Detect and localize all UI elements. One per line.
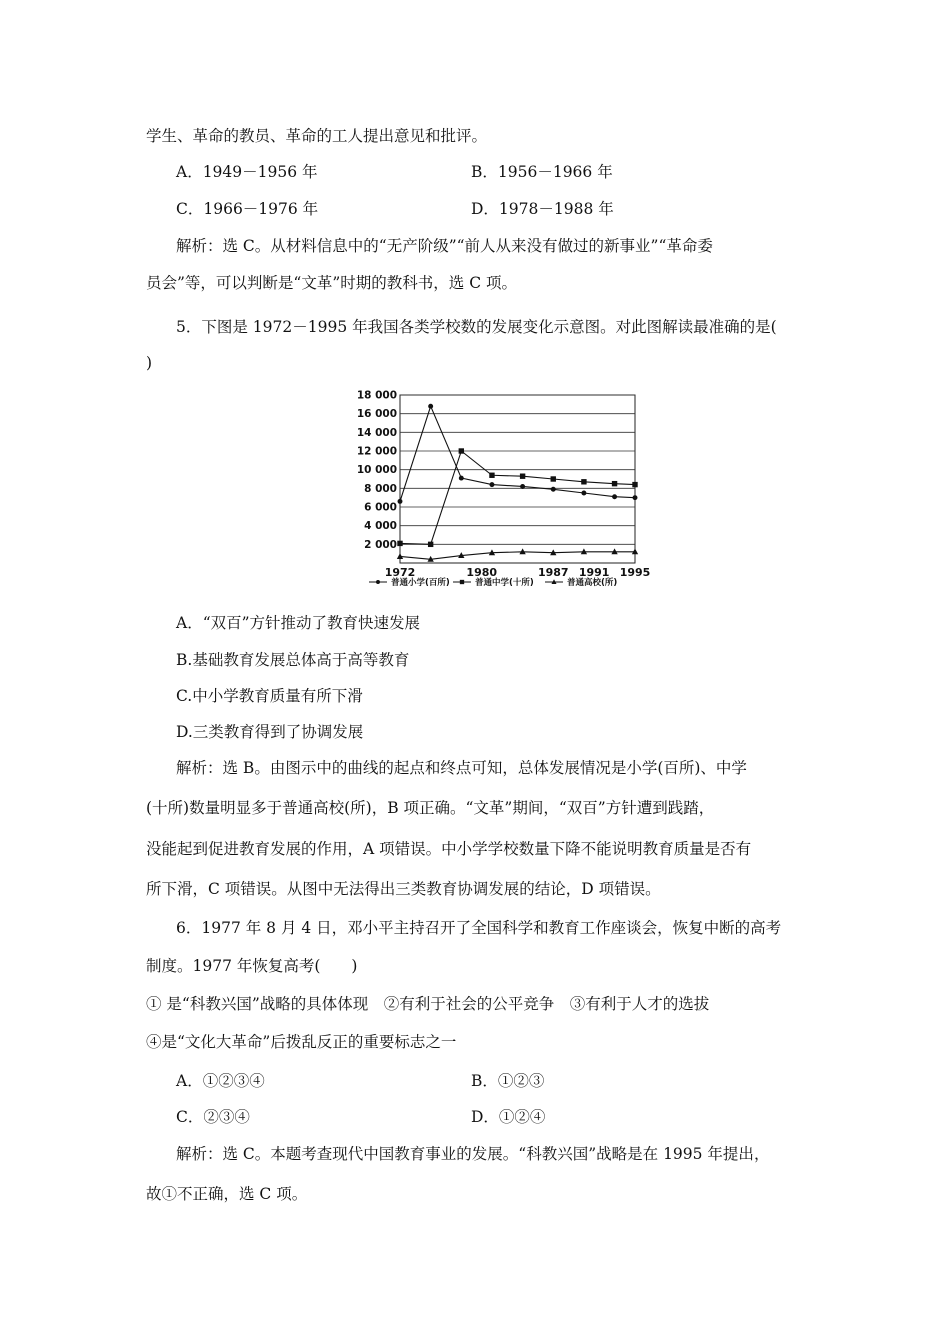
y-tick-label: 6 000 bbox=[364, 501, 397, 514]
x-tick-label: 1987 bbox=[537, 566, 569, 579]
q6-stem-line: 制度。1977 年恢复高考( ) bbox=[146, 957, 358, 975]
data-point bbox=[632, 482, 637, 487]
y-tick-label: 10 000 bbox=[356, 464, 397, 477]
legend-marker bbox=[376, 580, 380, 584]
data-point bbox=[581, 479, 586, 484]
y-tick-label: 18 000 bbox=[356, 389, 397, 402]
q4-analysis-line: 解析：选 C。从材料信息中的“无产阶级”“前人从来没有做过的新事业”“革命委 bbox=[176, 237, 713, 255]
data-point bbox=[612, 494, 617, 499]
q6-option-a: A．①②③④ bbox=[176, 1072, 265, 1090]
q4-option-a: A．1949－1956 年 bbox=[176, 163, 318, 181]
data-point bbox=[397, 553, 403, 559]
series-line-2 bbox=[400, 552, 635, 559]
data-point bbox=[459, 448, 464, 453]
q5-analysis-line: 所下滑，C 项错误。从图中无法得出三类教育协调发展的结论，D 项错误。 bbox=[146, 880, 661, 898]
data-point bbox=[612, 481, 617, 486]
q4-option-c: C．1966－1976 年 bbox=[176, 200, 319, 218]
data-point bbox=[520, 484, 525, 489]
q6-items-line: ① 是“科教兴国”战略的具体体现 ②有利于社会的公平竞争 ③有利于人才的选拔 bbox=[146, 995, 710, 1013]
series-line-1 bbox=[400, 451, 635, 544]
data-point bbox=[489, 482, 494, 487]
y-tick-label: 4 000 bbox=[364, 520, 397, 533]
data-point bbox=[633, 495, 638, 500]
y-tick-label: 12 000 bbox=[356, 445, 397, 458]
q6-stem-line: 6．1977 年 8 月 4 日，邓小平主持召开了全国科学和教育工作座谈会，恢复中断的高考 bbox=[176, 919, 782, 937]
x-tick-label: 1991 bbox=[578, 566, 610, 579]
plot-frame bbox=[400, 395, 635, 563]
x-tick-label: 1980 bbox=[466, 566, 498, 579]
data-point bbox=[398, 499, 403, 504]
data-point bbox=[520, 474, 525, 479]
legend-marker bbox=[460, 580, 464, 584]
q6-option-d: D．①②④ bbox=[471, 1108, 546, 1126]
data-point bbox=[428, 542, 433, 547]
y-tick-label: 2 000 bbox=[364, 538, 397, 551]
y-tick-label: 14 000 bbox=[356, 426, 397, 439]
data-point bbox=[489, 473, 494, 478]
q5-analysis-line: (十所)数量明显多于普通高校(所)，B 项正确。“文革”期间，“双百”方针遭到践踏， bbox=[146, 799, 715, 817]
data-point bbox=[428, 404, 433, 409]
data-point bbox=[397, 541, 402, 546]
text-line: 学生、革命的教员、革命的工人提出意见和批评。 bbox=[146, 127, 488, 145]
q6-items-line: ④是“文化大革命”后拨乱反正的重要标志之一 bbox=[146, 1033, 457, 1051]
q5-analysis-line: 解析：选 B。由图示中的曲线的起点和终点可知，总体发展情况是小学(百所)、中学 bbox=[176, 759, 747, 777]
x-tick-label: 1972 bbox=[384, 566, 416, 579]
legend-label: 普通小学(百所) bbox=[391, 578, 450, 588]
q4-analysis-line: 员会”等，可以判断是“文革”时期的教科书，选 C 项。 bbox=[146, 274, 517, 292]
data-point bbox=[459, 476, 464, 481]
q6-analysis-line: 故①不正确，选 C 项。 bbox=[146, 1185, 308, 1203]
series-line-0 bbox=[400, 406, 635, 501]
data-point bbox=[551, 487, 556, 492]
data-point bbox=[581, 491, 586, 496]
q5-stem-line: ) bbox=[146, 354, 153, 372]
school-count-chart bbox=[355, 383, 651, 593]
q6-option-c: C．②③④ bbox=[176, 1108, 250, 1126]
q5-option-a: A．“双百”方针推动了教育快速发展 bbox=[176, 614, 421, 632]
q5-option-d: D.三类教育得到了协调发展 bbox=[176, 723, 364, 741]
q5-option-b: B.基础教育发展总体高于高等教育 bbox=[176, 651, 410, 669]
q5-analysis-line: 没能起到促进教育发展的作用，A 项错误。中小学学校数量下降不能说明教育质量是否有 bbox=[146, 840, 752, 858]
legend-label: 普通中学(十所) bbox=[475, 578, 534, 588]
q5-option-c: C.中小学教育质量有所下滑 bbox=[176, 687, 363, 705]
q4-option-d: D．1978－1988 年 bbox=[471, 200, 614, 218]
q6-option-b: B．①②③ bbox=[471, 1072, 545, 1090]
q5-stem-line: 5．下图是 1972－1995 年我国各类学校数的发展变化示意图。对此图解读最准确的是( bbox=[176, 318, 777, 336]
q6-analysis-line: 解析：选 C。本题考查现代中国教育事业的发展。“科教兴国”战略是在 1995 年提出， bbox=[176, 1145, 770, 1163]
q4-option-b: B．1956－1966 年 bbox=[471, 163, 613, 181]
y-tick-label: 16 000 bbox=[356, 408, 397, 421]
y-tick-label: 8 000 bbox=[364, 482, 397, 495]
legend-label: 普通高校(所) bbox=[567, 578, 618, 588]
x-tick-label: 1995 bbox=[619, 566, 651, 579]
data-point bbox=[551, 476, 556, 481]
